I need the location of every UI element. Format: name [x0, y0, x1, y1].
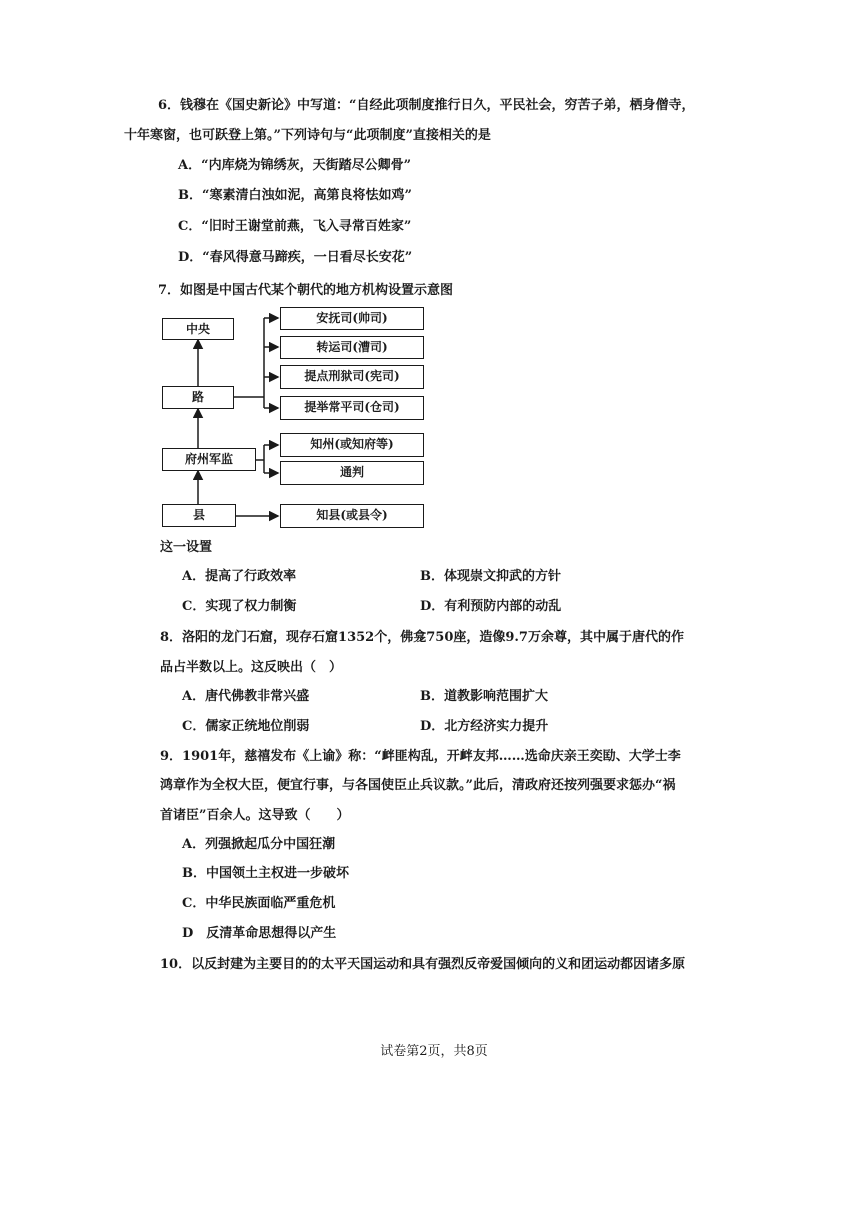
q8-option-a: A．唐代佛教非常兴盛 — [182, 689, 310, 704]
q6-option-a: A．“内库烧为锦绣灰，天街踏尽公卿骨” — [178, 158, 412, 173]
page-footer: 试卷第2页，共8页 — [380, 1044, 488, 1059]
q8-stem-line2: 品占半数以上。这反映出（ ） — [160, 660, 343, 675]
q9-option-b: B．中国领土主权进一步破坏 — [182, 866, 349, 881]
q8-option-b: B．道教影响范围扩大 — [420, 689, 548, 704]
q9-stem-line3: 首诸臣”百余人。这导致（ ） — [160, 808, 350, 823]
q6-option-c: C．“旧时王谢堂前燕，飞入寻常百姓家” — [178, 219, 412, 234]
q7-option-b: B．体现崇文抑武的方针 — [420, 569, 561, 584]
q7-stem-continued: 这一设置 — [160, 540, 213, 555]
box-zhixian: 知县(或县令) — [280, 504, 424, 528]
box-zhuanyunsi: 转运司(漕司) — [280, 336, 424, 359]
box-central: 中央 — [162, 318, 234, 340]
q8-stem-line1: 8．洛阳的龙门石窟，现存石窟1352个，佛龛750座，造像9.7万余尊，其中属于唐代的作 — [160, 630, 684, 645]
box-xian: 县 — [162, 504, 236, 527]
q9-stem-line1: 9．1901年，慈禧发布《上谕》称：“衅匪构乱，开衅友邦……选命庆亲王奕劻、大学士李 — [160, 749, 681, 764]
q9-stem-line2: 鸿章作为全权大臣，便宜行事，与各国使臣止兵议款。”此后，清政府还按列强要求惩办“祸 — [160, 778, 676, 793]
q9-option-d: D 反清革命思想得以产生 — [182, 926, 337, 941]
box-tongpan: 通判 — [280, 461, 424, 485]
q7-option-c: C．实现了权力制衡 — [182, 599, 297, 614]
q6-option-b: B．“寒素清白浊如泥，高第良将怯如鸡” — [178, 188, 412, 203]
q6-stem-line2: 十年寒窗，也可跃登上第。”下列诗句与“此项制度”直接相关的是 — [124, 128, 491, 143]
q7-option-d: D．有利预防内部的动乱 — [420, 599, 562, 614]
box-tijuchangpingsi: 提举常平司(仓司) — [280, 396, 424, 420]
q8-option-d: D．北方经济实力提升 — [420, 719, 549, 734]
box-fuzhou-junjian: 府州军监 — [162, 448, 256, 471]
q9-option-a: A．列强掀起瓜分中国狂潮 — [182, 837, 336, 852]
box-zhizhou: 知州(或知府等) — [280, 433, 424, 457]
q8-option-c: C．儒家正统地位削弱 — [182, 719, 310, 734]
box-anfusi: 安抚司(帅司) — [280, 307, 424, 330]
box-lu: 路 — [162, 386, 234, 409]
q7-stem: 7．如图是中国古代某个朝代的地方机构设置示意图 — [158, 283, 454, 298]
q6-option-d: D．“春风得意马蹄疾，一日看尽长安花” — [178, 250, 413, 265]
q10-stem-line1: 10．以反封建为主要目的的太平天国运动和具有强烈反帝爱国倾向的义和团运动都因诸多原 — [160, 957, 686, 972]
box-tidianxingyusi: 提点刑狱司(宪司) — [280, 365, 424, 389]
q7-option-a: A．提高了行政效率 — [182, 569, 297, 584]
administrative-structure-diagram — [160, 300, 440, 532]
q6-stem-line1: 6．钱穆在《国史新论》中写道：“自经此项制度推行日久，平民社会，穷苦子弟，栖身僧寺， — [158, 98, 695, 113]
q9-option-c: C．中华民族面临严重危机 — [182, 896, 336, 911]
